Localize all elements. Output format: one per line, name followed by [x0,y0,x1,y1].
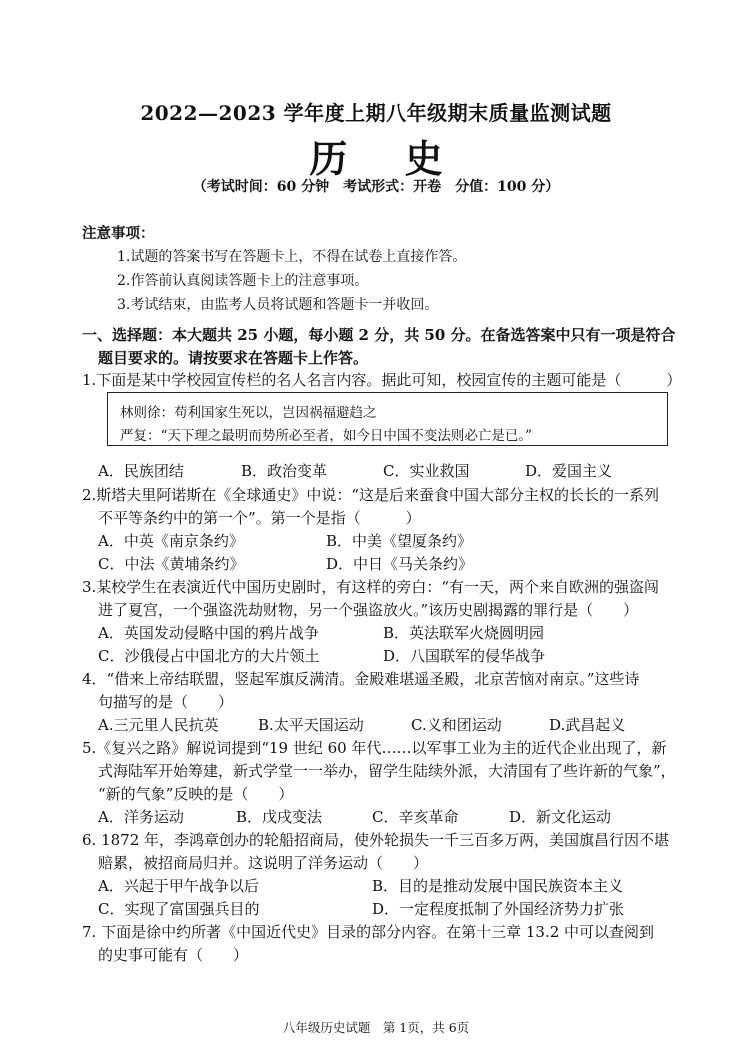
option-d: D．八国联军的侵华战争 [383,647,546,665]
question-7-stem-cont: 的史事可能有（ ） [98,946,249,964]
option-a: A．民族团结 [98,462,184,480]
question-1-stem: 1.下面是某中学校园宣传栏的名人名言内容。据此可知，校园宣传的主题可能是（ ） [82,371,682,389]
quote-line: 林则徐：苟利国家生死以，岂因祸福避趋之 [120,405,377,421]
question-5-stem-cont: “新的气象”反映的是（ ） [98,785,294,803]
question-4-stem: 4．“借来上帝结联盟，竖起军旗反满清。金殿难堪遥圣殿，北京苦恼对南京。”这些诗 [82,670,640,688]
question-5-stem-cont: 式海陆军开始筹建，新式学堂一一举办，留学生陆续外派，大清国有了些许新的气象”， [98,762,676,780]
option-d: D．新文化运动 [509,808,612,826]
option-b: B．中美《望厦条约》 [326,532,473,550]
page-footer: 八年级历史试题 第 1页，共 6页 [282,1020,470,1035]
option-a: A．兴起于甲午战争以后 [98,877,259,895]
option-d: D．一定程度抵制了外国经济势力扩张 [372,900,625,918]
option-c: C．沙俄侵占中国北方的大片领土 [98,647,320,665]
exam-info: （考试时间：60 分钟 考试形式：开卷 分值：100 分） [192,179,560,195]
option-d: D．中日《马关条约》 [326,555,474,573]
exam-title: 2022—2023 学年度上期八年级期末质量监测试题 [140,101,612,125]
option-b: B．政治变革 [241,462,328,480]
option-c: C．辛亥革命 [372,808,459,826]
question-3-stem: 3.某校学生在表演近代中国历史剧时，有这样的旁白：“有一天，两个来自欧洲的强盗闯 [82,578,659,596]
question-6-stem-cont: 赔累，被招商局归并。这说明了洋务运动（ ） [98,854,429,872]
option-c: C.义和团运动 [411,716,502,734]
quote-line: 严复：“天下理之最明而势所必至者，如今日中国不变法则必亡是已。” [120,428,533,444]
question-2-stem-cont: 不平等条约中的第一个”。第一个是指（ ） [98,509,421,527]
option-a: A．洋务运动 [98,808,184,826]
question-2-stem: 2.斯塔夫里阿诺斯在《全球通史》中说：“这是后来蚕食中国大部分主权的长长的一系列 [82,486,659,504]
option-a: A．英国发动侵略中国的鸦片战争 [98,624,319,642]
option-a: A．中英《南京条约》 [98,532,244,550]
option-d: D．爱国主义 [525,462,613,480]
notice-item: 3.考试结束，由监考人员将试题和答题卡一并收回。 [117,297,439,313]
option-b: B.太平天国运动 [258,716,364,734]
section-heading: 一、选择题：本大题共 25 小题，每小题 2 分，共 50 分。在备选答案中只有一项是符合 [82,326,676,344]
option-b: B．英法联军火烧圆明园 [383,624,545,642]
option-c: C．中法《黄埔条约》 [98,555,245,573]
option-c: C．实业救国 [383,462,470,480]
question-7-stem: 7. 下面是徐中约所著《中国近代史》目录的部分内容。在第十三章 13.2 中可以查阅到 [82,923,655,941]
option-d: D.武昌起义 [549,716,626,734]
question-3-stem-cont: 进了夏宫，一个强盗洗劫财物，另一个强盗放火。”该历史剧揭露的罪行是（ ） [98,601,639,619]
question-6-stem: 6. 1872 年，李鸿章创办的轮船招商局，使外轮损失一千三百多万两，美国旗昌行因不堪 [82,831,670,849]
notice-item: 2.作答前认真阅读答题卡上的注意事项。 [117,273,369,289]
question-5-stem: 5.《复兴之路》解说词提到“19 世纪 60 年代……以军事工业为主的近代企业出现了，新 [82,739,667,757]
quote-box [107,392,668,446]
question-4-stem-cont: 句描写的是（ ） [98,693,234,711]
option-b: B．目的是推动发展中国民族资本主义 [372,877,624,895]
notice-heading: 注意事项： [82,225,155,242]
option-b: B．戊戌变法 [236,808,323,826]
section-heading-cont: 题目要求的。请按要求在答题卡上作答。 [98,349,369,367]
subject-title: 历 史 [309,136,465,181]
option-c: C．实现了富国强兵目的 [98,900,260,918]
option-a: A.三元里人民抗英 [98,716,219,734]
notice-item: 1.试题的答案书写在答题卡上，不得在试卷上直接作答。 [117,249,467,265]
